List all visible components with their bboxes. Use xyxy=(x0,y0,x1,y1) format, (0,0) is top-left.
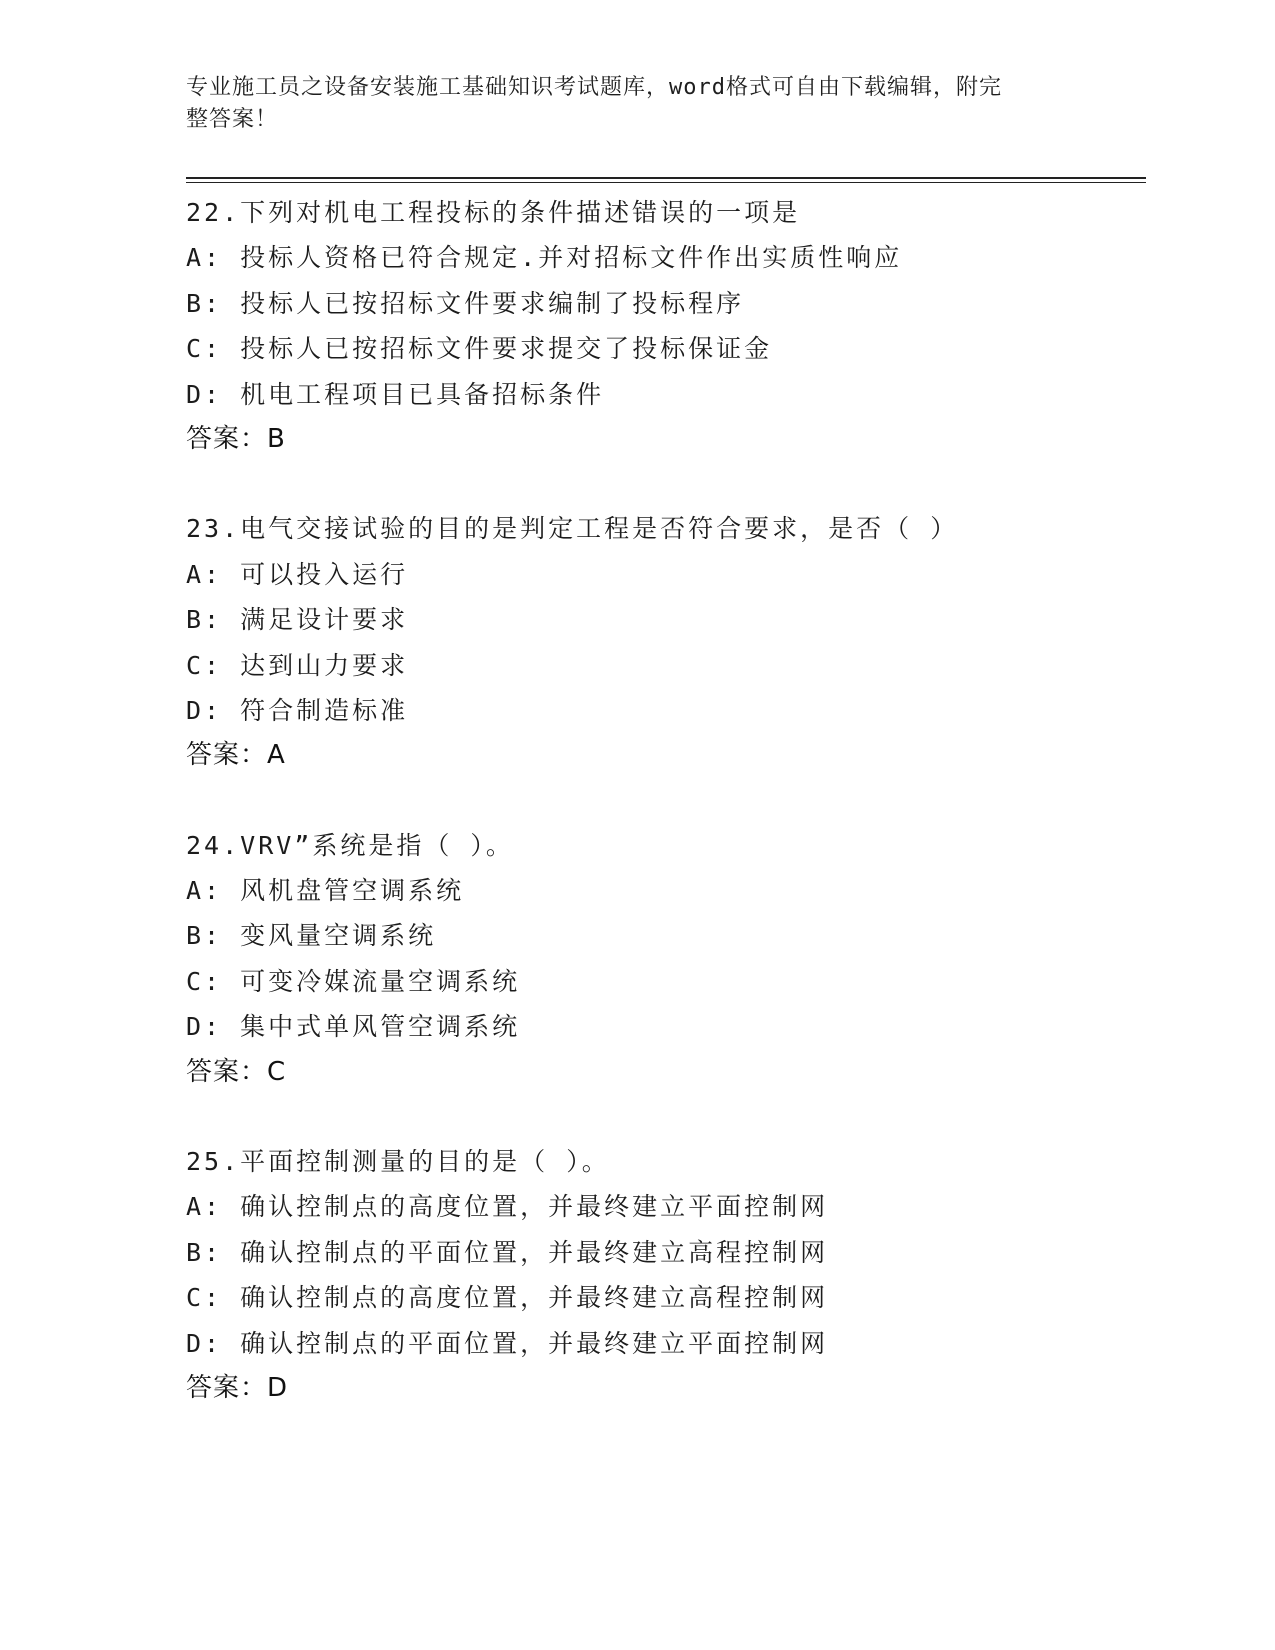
answer-line: 答案：A xyxy=(186,740,286,771)
header-divider-thin xyxy=(186,182,1146,183)
header-note-line-2: 整答案！ xyxy=(186,107,279,132)
question-22 xyxy=(186,190,1146,462)
question-stem: 22.下列对机电工程投标的条件描述错误的一项是 xyxy=(186,198,801,227)
option-a: A: 可以投入运行 xyxy=(186,559,409,589)
question-stem: 25.平面控制测量的目的是（ ）。 xyxy=(186,1147,610,1177)
option-c: C: 投标人已按招标文件要求提交了投标保证金 xyxy=(186,334,773,364)
option-b: B: 变风量空调系统 xyxy=(186,921,437,951)
header-note-line-1: 专业施工员之设备安装施工基础知识考试题库，word格式可自由下载编辑，附完 xyxy=(186,75,1002,100)
answer-line: 答案：D xyxy=(186,1372,289,1403)
question-24 xyxy=(186,823,1146,1095)
option-b: B: 满足设计要求 xyxy=(186,605,409,635)
option-a: A: 风机盘管空调系统 xyxy=(186,876,465,906)
answer-line: 答案：C xyxy=(186,1056,287,1087)
question-stem: 23.电气交接试验的目的是判定工程是否符合要求，是否（ ） xyxy=(186,514,959,544)
header-divider-thick xyxy=(186,177,1146,179)
question-25 xyxy=(186,1139,1146,1411)
option-a: A: 投标人资格已符合规定.并对招标文件作出实质性响应 xyxy=(186,243,903,273)
option-d: D: 符合制造标准 xyxy=(186,695,409,725)
option-d: D: 集中式单风管空调系统 xyxy=(186,1012,521,1042)
answer-line: 答案：B xyxy=(186,423,286,454)
option-a: A: 确认控制点的高度位置，并最终建立平面控制网 xyxy=(186,1192,829,1222)
option-b: B: 投标人已按招标文件要求编制了投标程序 xyxy=(186,288,745,318)
question-list xyxy=(186,190,1146,1455)
option-d: D: 机电工程项目已具备招标条件 xyxy=(186,379,605,409)
question-23 xyxy=(186,506,1146,778)
option-c: C: 可变冷媒流量空调系统 xyxy=(186,966,521,996)
document-header-note xyxy=(186,72,1066,136)
option-b: B: 确认控制点的平面位置，并最终建立高程控制网 xyxy=(186,1237,829,1267)
option-c: C: 达到山力要求 xyxy=(186,650,409,680)
question-stem: 24.VRV”系统是指（ ）。 xyxy=(186,830,514,860)
option-c: C: 确认控制点的高度位置，并最终建立高程控制网 xyxy=(186,1283,829,1313)
option-d: D: 确认控制点的平面位置，并最终建立平面控制网 xyxy=(186,1328,829,1358)
